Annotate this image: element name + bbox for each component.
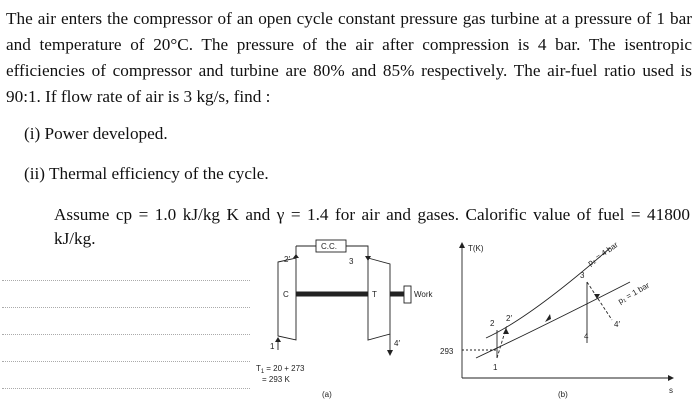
inlet-temp-line1: $T_1 = 20 + 273$ [256,364,305,375]
y-axis-label: T(K) [468,244,484,253]
point-1-label: 1 [493,363,498,372]
assumptions-text: Assume cp = 1.0 kJ/kg K and γ = 1.4 for air and gases. Calorific value of fuel = 41800 kJ/kg. [54,205,690,248]
compressor-label: C [283,290,289,299]
exhaust-arrow-icon [387,350,393,356]
question-item-power: (i) Power developed. [24,124,168,143]
isobar-p1-label: p₁ = 1 bar [616,280,651,306]
compressor-out-arrow-icon [293,254,299,258]
state-1-label: 1 [270,342,275,351]
expansion-arrow-icon [594,294,600,299]
caption-b: (b) [558,390,568,399]
state-2p-label: 2′ [284,255,290,264]
work-label: Work [414,290,433,299]
point-2p-label: 2′ [506,314,512,323]
x-axis-arrow-icon [668,375,674,381]
compressor-shape [278,258,296,340]
state-4p-label: 4′ [394,339,400,348]
point-3-label: 3 [580,271,585,280]
ts-diagram [462,246,668,378]
y-axis-arrow-icon [459,242,465,248]
temp-293-label: 293 [440,347,454,356]
heat-add-arrow-icon [545,314,551,322]
state-3-label: 3 [349,257,354,266]
question-item-efficiency: (ii) Thermal efficiency of the cycle. [24,164,269,183]
caption-a: (a) [322,390,332,399]
work-coupling [404,286,411,303]
turbine-shape [368,258,390,340]
inlet-temp-line2: = 293 K [262,375,290,384]
point-4p-label: 4′ [614,320,620,329]
point-4-label: 4 [584,332,589,341]
point-2-label: 2 [490,319,495,328]
inlet-arrow-icon [275,337,281,342]
turbine-label: T [372,290,377,299]
cc-label: C.C. [321,242,337,251]
problem-statement: The air enters the compressor of an open cycle constant pressure gas turbine at a pressure of 1 bar and temperature of 20°C. The pressure of the air after compression is 4 bar. The isentropic efficiencies of compressor and turbine are 80% and 85% respectively. The air-fuel ratio used is 90:1. If flow rate of air is 3 kg/s, find : [6,9,692,106]
isobar-p1 [476,282,630,358]
x-axis-label: s [669,386,673,395]
actual-expansion [587,282,612,320]
isobar-p2-label: p₂ = 4 bar [585,240,620,268]
